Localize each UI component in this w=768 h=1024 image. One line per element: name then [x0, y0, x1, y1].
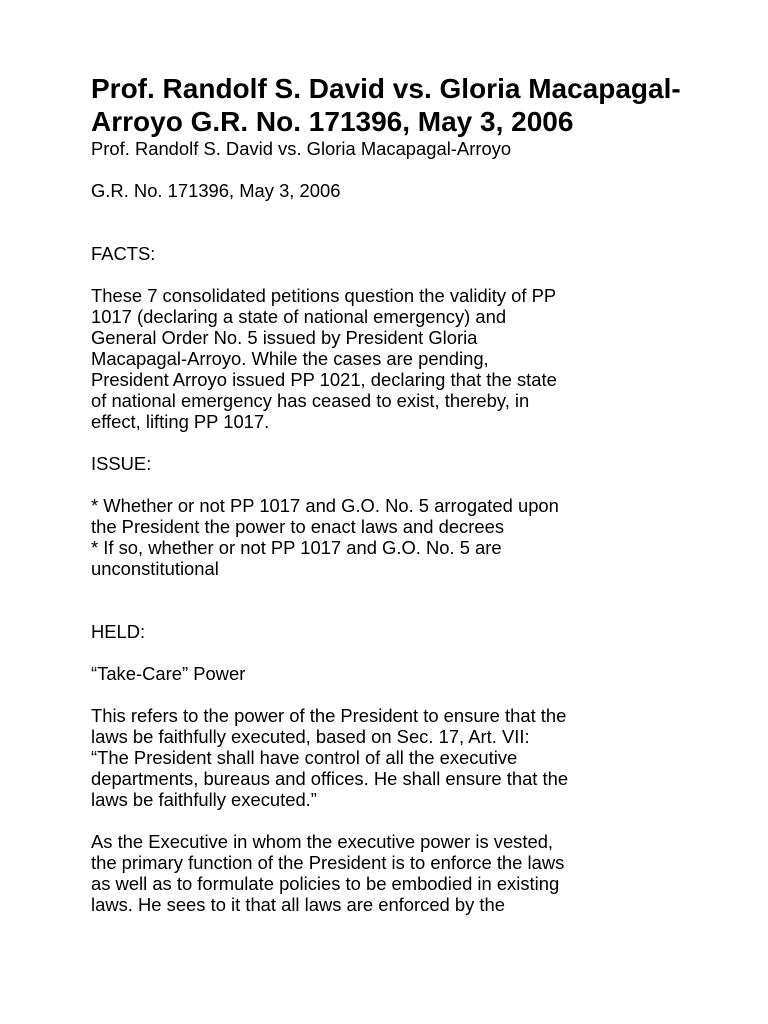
issue-item-2: * If so, whether or not PP 1017 and G.O. No. 5 are unconstitutional [91, 537, 502, 579]
take-care-paragraph: This refers to the power of the President to ensure that the laws be faithfully executed, based on Sec. 17, Art. VII: “The President shall have control of all the executive departments, bureaus and offices. He shall ensure that the laws be faithfully executed.” [91, 705, 569, 810]
case-name: Prof. Randolf S. David vs. Gloria Macapagal-Arroyo [91, 138, 512, 159]
document-page [91, 72, 691, 915]
spacer [91, 159, 691, 180]
document-title: Prof. Randolf S. David vs. Gloria Macapagal-Arroyo G.R. No. 171396, May 3, 2006 [91, 73, 681, 137]
facts-heading: FACTS: [91, 243, 156, 264]
held-heading: HELD: [91, 621, 146, 642]
spacer [91, 810, 691, 831]
issue-item-1: * Whether or not PP 1017 and G.O. No. 5 arrogated upon the President the power to enact laws and decrees [91, 495, 559, 537]
spacer [91, 474, 691, 495]
case-number: G.R. No. 171396, May 3, 2006 [91, 180, 341, 201]
executive-paragraph: As the Executive in whom the executive power is vested, the primary function of the President is to enforce the laws as well as to formulate policies to be embodied in existing laws. He sees to it that all laws are enforced by the [91, 831, 565, 915]
spacer [91, 432, 691, 453]
spacer [91, 642, 691, 663]
spacer [91, 684, 691, 705]
spacer [91, 264, 691, 285]
facts-paragraph: These 7 consolidated petitions question the validity of PP 1017 (declaring a state of national emergency) and General Order No. 5 issued by President Gloria Macapagal-Arroyo. While the cases are pending, President Arroyo issued PP 1021, declaring that the state of national emergency has ceased to exist, thereby, in effect, lifting PP 1017. [91, 285, 557, 432]
spacer [91, 579, 691, 621]
take-care-heading: “Take-Care” Power [91, 663, 246, 684]
spacer [91, 201, 691, 243]
issue-heading: ISSUE: [91, 453, 152, 474]
